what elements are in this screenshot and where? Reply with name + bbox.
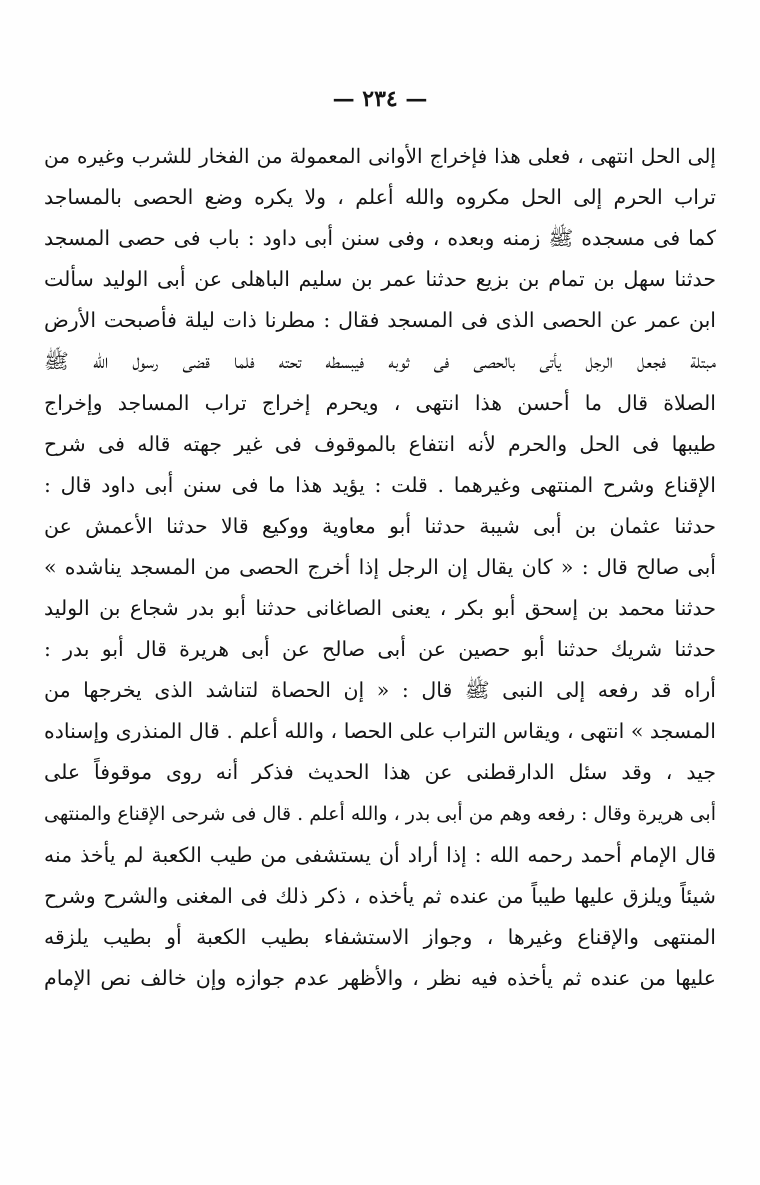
page-number: — ٢٣٤ — (332, 86, 428, 112)
text-line: حدثنا محمد بن إسحق أبو بكر ، يعنى الصاغانى حدثنا أبو بدر شجاع بن الوليد (44, 596, 716, 621)
text-line: ابن عمر عن الحصى الذى فى المسجد فقال : مطرنا ذات ليلة فأصبحت الأرض (44, 308, 716, 333)
page-text (44, 136, 716, 999)
text-line: حدثنا عثمان بن أبى شيبة حدثنا أبو معاوية ووكيع قالا حدثنا الأعمش عن (44, 513, 716, 538)
text-line: الإقناع وشرح المنتهى وغيرهما . قلت : يؤيد هذا ما فى سنن أبى داود قال : (44, 472, 716, 497)
text-line: طيبها فى الحل والحرم لأنه انتفاع بالموقوف فى غير جهته قاله فى شرح (44, 431, 716, 456)
text-line: حدثنا شريك حدثنا أبو حصين عن أبى صالح عن أبى هريرة قال أبو بدر : (44, 637, 716, 662)
text-line: تراب الحرم إلى الحل مكروه والله أعلم ، ولا يكره وضع الحصى بالمساجد (44, 185, 716, 210)
text-line: جيد ، وقد سئل الدارقطنى عن هذا الحديث فذكر أنه روى موقوفاً على (44, 760, 716, 785)
text-line: عليها من عنده ثم يأخذه فيه نظر ، والأظهر عدم جوازه وإن خالف نص الإمام (44, 965, 716, 990)
text-line: حدثنا سهل بن تمام بن بزيع حدثنا عمر بن سليم الباهلى عن أبى الوليد سألت (44, 267, 716, 292)
text-line: قال الإمام أحمد رحمه الله : إذا أراد أن يستشفى من طيب الكعبة لم يأخذ منه (44, 842, 716, 867)
text-line: كما فى مسجده ﷺ زمنه وبعده ، وفى سنن أبى داود : باب فى حصى المسجد (44, 226, 716, 251)
text-line: المسجد » انتهى ، ويقاس التراب على الحصا ، والله أعلم . قال المنذرى وإسناده (44, 719, 716, 744)
text-line: أبى صالح قال : « كان يقال إن الرجل إذا أخرج الحصى من المسجد يناشده » (44, 554, 716, 579)
text-line: شيئاً ويلزق عليها طيباً من عنده ثم يأخذه ، ذكر ذلك فى المغنى والشرح وشرح (44, 883, 716, 908)
text-line: مبتلة فجعل الرجل يأتى بالحصى فى ثوبه فيبسطه تحته فلما قضى رسول الله ﷺ (44, 349, 716, 374)
text-line: الصلاة قال ما أحسن هذا انتهى ، ويحرم إخراج تراب المساجد وإخراج (44, 390, 716, 415)
text-line: إلى الحل انتهى ، فعلى هذا فإخراج الأوانى المعمولة من الفخار للشرب وغيره من (44, 144, 716, 168)
text-line: المنتهى والإقناع وغيرها ، وجواز الاستشفاء بطيب الكعبة أو بطيب يلزقه (44, 924, 716, 949)
text-line: أراه قد رفعه إلى النبى ﷺ قال : « إن الحصاة لتناشد الذى يخرجها من (44, 678, 716, 703)
text-line: أبى هريرة وقال : رفعه وهم من أبى بدر ، والله أعلم . قال فى شرحى الإقناع والمنتهى (44, 802, 716, 825)
